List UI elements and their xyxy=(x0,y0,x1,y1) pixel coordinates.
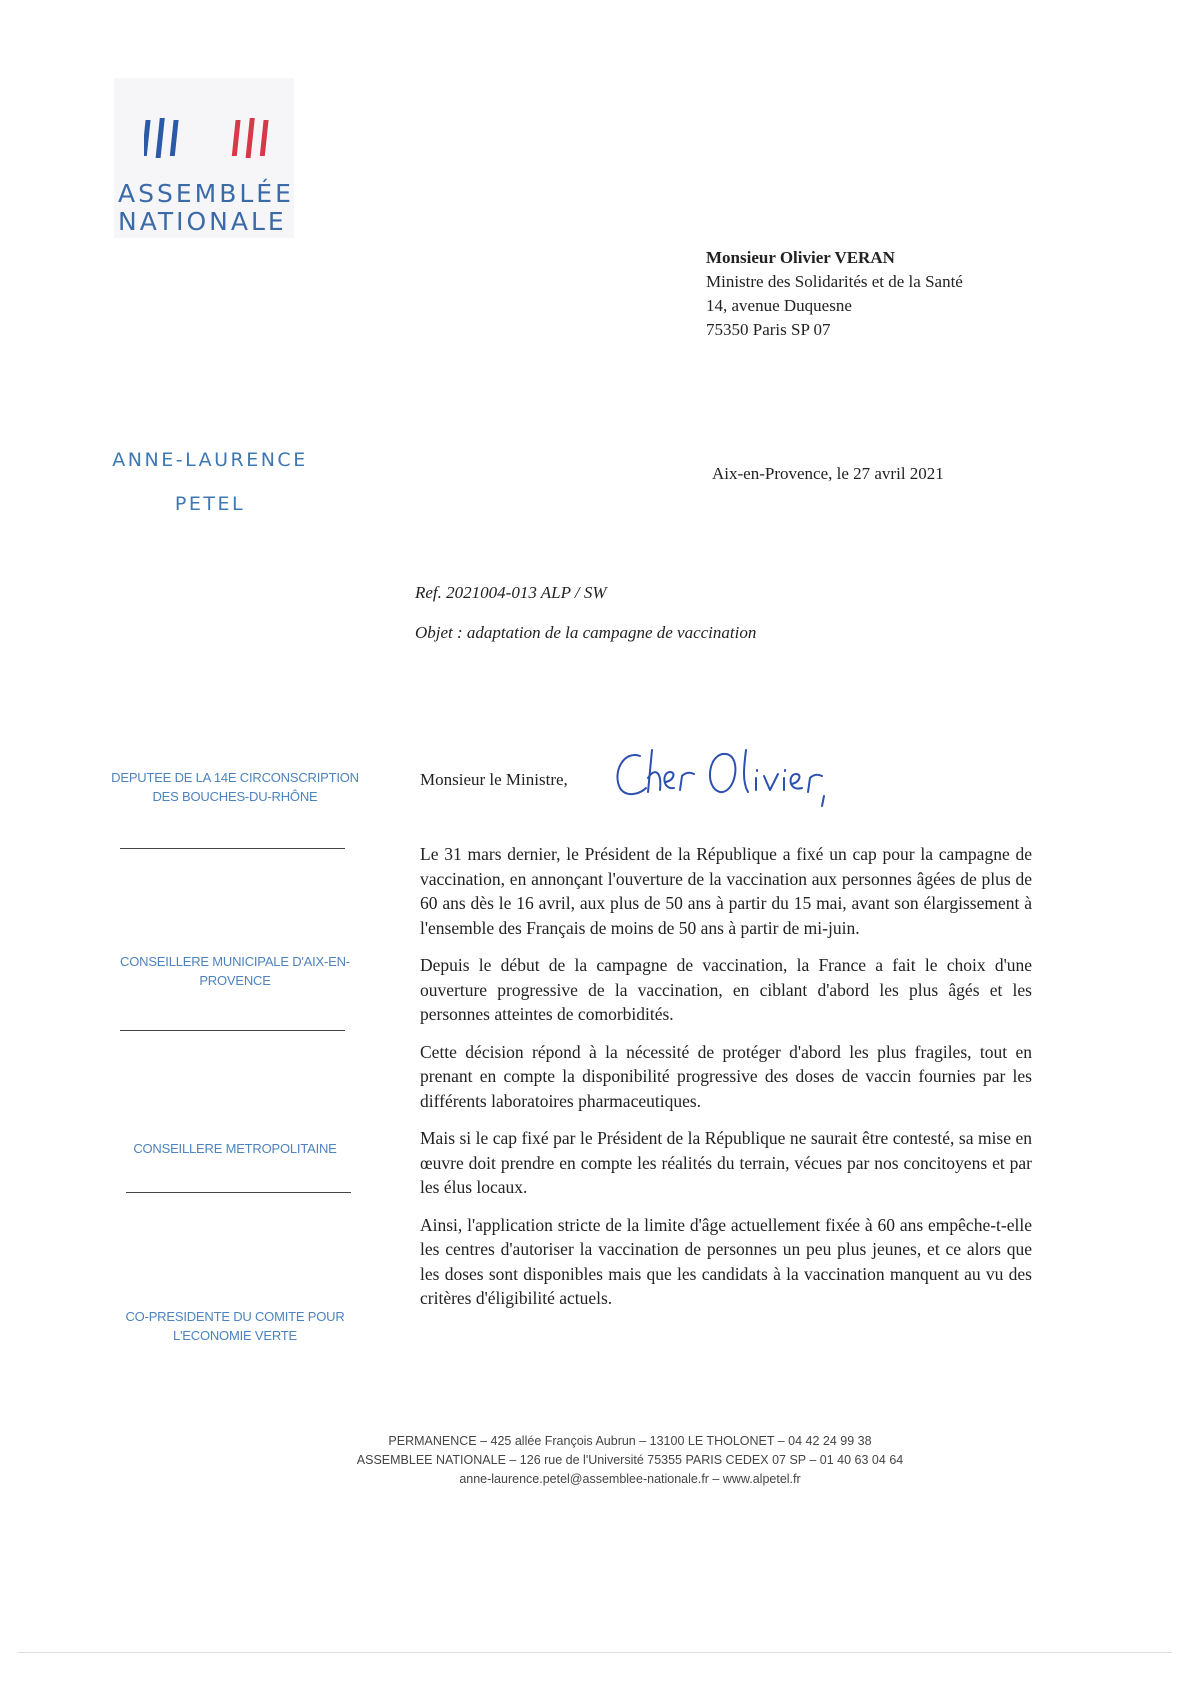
body-paragraph: Le 31 mars dernier, le Président de la République a fixé un cap pour la campagne de vaccination, en annonçant l'ouverture de la vaccination aux personnes âgées de plus de 60 ans dès le 16 avril, aux plus de 50 ans à partir du 15 mai, avant son élargissement à l'ensemble des Français de moins de 50 ans à partir de mi-juin. xyxy=(420,844,1032,938)
role-line: DEPUTEE DE LA 14E CIRCONSCRIPTION xyxy=(111,770,359,785)
recipient-address-line2: 75350 Paris SP 07 xyxy=(706,320,831,339)
salutation: Monsieur le Ministre, xyxy=(420,770,568,789)
role-conseillere-municipale xyxy=(100,952,370,990)
reference-number: Ref. 2021004-013 ALP / SW xyxy=(415,583,607,602)
footer-assemblee: ASSEMBLEE NATIONALE – 126 rue de l'Université 75355 PARIS CEDEX 07 SP – 01 40 63 04 64 xyxy=(356,1453,904,1467)
body-paragraph: Cette décision répond à la nécessité de protéger d'abord les plus fragiles, tout en prenant en compte la disponibilité progressive des doses de vaccin fournies par les différents laboratoires pharmaceutiques. xyxy=(420,1041,1032,1111)
role-depute xyxy=(100,768,370,806)
divider xyxy=(120,1030,345,1031)
recipient-title: Ministre des Solidarités et de la Santé xyxy=(706,272,963,291)
role-line: PROVENCE xyxy=(199,973,271,988)
role-co-presidente xyxy=(100,1307,370,1345)
author-name xyxy=(90,438,330,526)
logo-line1: ASSEMBLÉE xyxy=(118,179,294,208)
letter-footer xyxy=(250,1432,1010,1489)
body-paragraph: Ainsi, l'application stricte de la limite d'âge actuellement fixée à 60 ans empêche-t-elle les centres d'autoriser la vaccination de personnes un peu plus jeunes, et ce alors que les doses sont disponibles mais que les candidats à la vaccination manquent au vu des critères d'éligibilité actuels. xyxy=(420,1214,1032,1308)
role-conseillere-metropolitaine xyxy=(100,1139,370,1158)
logo-text xyxy=(118,180,294,236)
author-first-name: ANNE-LAURENCE xyxy=(112,449,308,471)
divider xyxy=(120,848,345,849)
recipient-address-line1: 14, avenue Duquesne xyxy=(706,296,852,315)
author-last-name: PETEL xyxy=(174,493,246,515)
divider xyxy=(126,1192,351,1193)
handwritten-greeting xyxy=(610,742,850,812)
role-line: DES BOUCHES-DU-RHÔNE xyxy=(152,789,318,804)
recipient-block xyxy=(706,246,963,342)
tricolor-bars-icon xyxy=(144,116,284,160)
body-paragraph: Depuis le début de la campagne de vaccination, la France a fait le choix d'une ouverture progressive de la vaccination, en ciblant d'abord les plus âgés et les personnes atteintes de comorbidités. xyxy=(420,955,1032,1024)
page-bottom-divider xyxy=(18,1652,1172,1653)
footer-contact: anne-laurence.petel@assemblee-nationale.fr – www.alpetel.fr xyxy=(459,1472,801,1486)
recipient-name: Monsieur Olivier VERAN xyxy=(706,248,895,267)
letter-body xyxy=(420,842,1032,1324)
footer-permanence: PERMANENCE – 425 allée François Aubrun – 13100 LE THOLONET – 04 42 24 99 38 xyxy=(388,1434,872,1448)
body-paragraph: Mais si le cap fixé par le Président de la République ne saurait être contesté, sa mise en œuvre doit prendre en compte les réalités du terrain, vécues par nos concitoyens et par les élus locaux. xyxy=(420,1128,1032,1197)
role-line: L'ECONOMIE VERTE xyxy=(172,1328,297,1343)
assemblee-nationale-logo xyxy=(114,78,294,238)
reference-block xyxy=(415,573,756,653)
letter-date: Aix-en-Provence, le 27 avril 2021 xyxy=(712,464,944,483)
logo-line2: NATIONALE xyxy=(118,207,287,236)
role-line: CO-PRESIDENTE DU COMITE POUR xyxy=(125,1309,345,1324)
role-line: CONSEILLERE METROPOLITAINE xyxy=(133,1141,337,1156)
role-line: CONSEILLERE MUNICIPALE D'AIX-EN- xyxy=(120,954,350,969)
letter-subject: Objet : adaptation de la campagne de vaccination xyxy=(415,623,757,642)
